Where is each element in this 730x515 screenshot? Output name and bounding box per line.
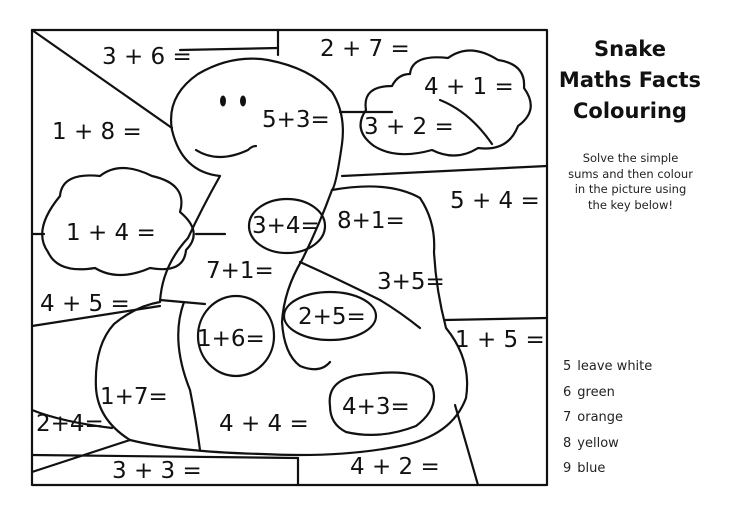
instruction-line: sums and then colour: [568, 166, 693, 181]
key-colour: orange: [577, 410, 624, 425]
region-line: [180, 48, 278, 50]
region-line: [455, 405, 478, 485]
key-item: [563, 456, 652, 482]
sum-top-left: 3 + 6 =: [102, 44, 192, 70]
sum-snake-neck-c: 3+5=: [377, 269, 445, 295]
colour-key: [563, 354, 652, 482]
key-colour: blue: [577, 461, 606, 476]
snake-eye: [240, 96, 246, 107]
title-line: Colouring: [573, 99, 687, 123]
instruction-line: Solve the simple: [582, 151, 679, 165]
sum-bottom-left: 3 + 3 =: [112, 458, 202, 484]
sum-cloud-right-bottom: 3 + 2 =: [364, 114, 454, 140]
sum-snake-head: 5+3=: [262, 107, 330, 133]
key-number: 7: [563, 410, 572, 425]
sum-snake-body-a: 1+7=: [100, 384, 168, 410]
key-colour: green: [577, 384, 615, 400]
key-item: [563, 380, 652, 406]
instruction-line: the key below!: [588, 197, 673, 212]
snake-coil: [178, 302, 200, 450]
sum-snake-neck-a: 8+1=: [337, 208, 405, 234]
title-line: Maths Facts: [558, 68, 702, 92]
sum-snake-body-b: 4 + 4 =: [219, 411, 309, 437]
sum-top-middle: 2 + 7 =: [320, 36, 410, 62]
key-number: 5: [563, 359, 572, 374]
region-line: [445, 318, 547, 320]
instructions: [563, 151, 698, 213]
sum-bottom-right: 4 + 2 =: [350, 454, 440, 480]
key-colour: leave white: [577, 359, 653, 374]
snake-smile: [196, 146, 256, 157]
key-item: [563, 405, 652, 431]
sum-snake-spot-d: 4+3=: [342, 394, 410, 420]
sum-right-upper: 5 + 4 =: [450, 188, 540, 214]
sum-left-lower: 2+4=: [36, 411, 104, 437]
instruction-line: in the picture using: [574, 182, 687, 196]
sum-labels: [36, 36, 545, 484]
worksheet-title: [555, 34, 705, 127]
snake-eye: [220, 96, 226, 107]
region-line: [342, 166, 547, 176]
key-number: 8: [563, 435, 572, 451]
sum-cloud-left: 1 + 4 =: [66, 220, 156, 246]
sum-snake-spot-b: 2+5=: [298, 304, 366, 330]
sum-snake-spot-c: 1+6=: [197, 326, 265, 352]
sum-snake-spot-a: 3+4=: [252, 213, 320, 239]
sum-snake-neck-b: 7+1=: [206, 258, 274, 284]
key-colour: yellow: [577, 435, 619, 451]
key-number: 9: [563, 461, 572, 476]
title-line: Snake: [594, 37, 666, 61]
key-number: 6: [563, 384, 572, 400]
sum-right-lower: 1 + 5 =: [455, 327, 545, 353]
sum-cloud-right-top: 4 + 1 =: [424, 74, 514, 100]
sum-left-upper: 1 + 8 =: [52, 119, 142, 145]
key-item: [563, 431, 652, 457]
sum-left-middle: 4 + 5 =: [40, 291, 130, 317]
key-item: [563, 354, 652, 380]
